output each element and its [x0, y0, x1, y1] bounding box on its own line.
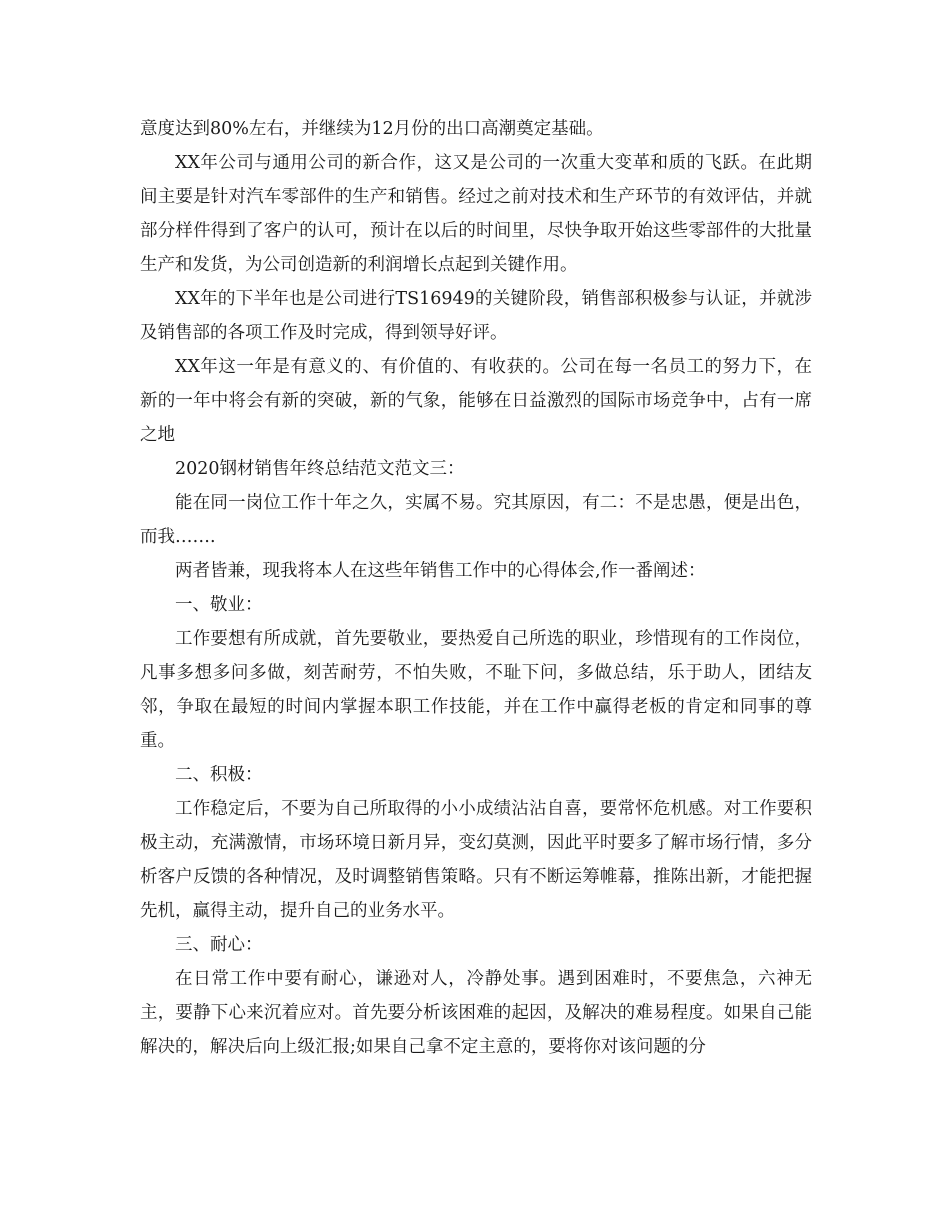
- paragraph: 工作要想有所成就，首先要敬业，要热爱自己所选的职业，珍惜现有的工作岗位，凡事多想多问多做，刻苦耐劳，不怕失败，不耻下问，多做总结，乐于助人，团结友邻，争取在最短的时间内掌握本职工作技能，并在工作中赢得老板的肯定和同事的尊重。: [140, 629, 812, 751]
- paragraph: XX年这一年是有意义的、有价值的、有收获的。公司在每一名员工的努力下，在新的一年中将会有新的突破，新的气象，能够在日益激烈的国际市场竞争中，占有一席之地: [140, 357, 812, 445]
- section-heading: 二、积极：: [175, 765, 263, 785]
- paragraph: 能在同一岗位工作十年之久，实属不易。究其原因，有二：不是忠愚，便是出色，而我…….: [140, 493, 812, 547]
- section-heading: 一、敬业：: [175, 595, 263, 615]
- section-title: 2020钢材销售年终总结范文范文三：: [175, 459, 465, 479]
- paragraph: XX年的下半年也是公司进行TS16949的关键阶段，销售部积极参与认证，并就涉及销售部的各项工作及时完成，得到领导好评。: [140, 289, 812, 343]
- paragraph: 在日常工作中要有耐心，谦逊对人，冷静处事。遇到困难时，不要焦急，六神无主，要静下心来沉着应对。首先要分析该困难的起因，及解决的难易程度。如果自己能解决的，解决后向上级汇报;如果自己拿不定主意的，要将你对该问题的分: [140, 969, 812, 1057]
- section-heading: 三、耐心：: [175, 935, 263, 955]
- paragraph: XX年公司与通用公司的新合作，这又是公司的一次重大变革和质的飞跃。在此期间主要是针对汽车零部件的生产和销售。经过之前对技术和生产环节的有效评估，并就部分样件得到了客户的认可，预计在以后的时间里，尽快争取开始这些零部件的大批量生产和发货，为公司创造新的利润增长点起到关键作用。: [140, 153, 812, 275]
- document-body: [140, 112, 812, 1064]
- paragraph: 工作稳定后，不要为自己所取得的小小成绩沾沾自喜，要常怀危机感。对工作要积极主动，充满激情，市场环境日新月异，变幻莫测，因此平时要多了解市场行情，多分析客户反馈的各种情况，及时调整销售策略。只有不断运筹帷幕，推陈出新，才能把握先机，赢得主动，提升自己的业务水平。: [140, 799, 812, 921]
- paragraph: 意度达到80%左右，并继续为12月份的出口高潮奠定基础。: [140, 119, 604, 139]
- paragraph: 两者皆兼，现我将本人在这些年销售工作中的心得体会,作一番阐述：: [175, 561, 706, 581]
